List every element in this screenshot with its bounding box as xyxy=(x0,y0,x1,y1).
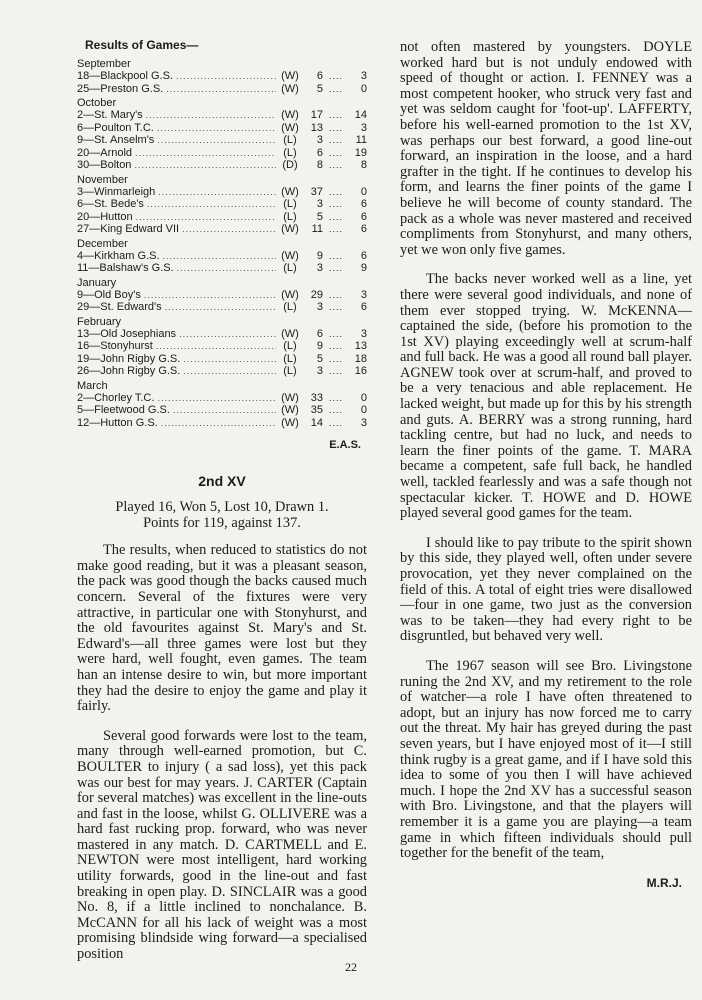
leader-dots xyxy=(135,147,276,160)
result-code: (L) xyxy=(283,198,297,210)
score-separator: .... xyxy=(328,122,343,133)
opponent: 30—Bolton xyxy=(77,159,132,171)
opponent: 9—Old Boy's xyxy=(77,288,141,301)
score-separator: .... xyxy=(328,302,343,312)
points-for: 3 xyxy=(316,301,323,313)
leader-dots xyxy=(176,70,276,83)
opponent: 27—King Edward VII xyxy=(77,223,180,235)
points-for: 9 xyxy=(316,249,323,262)
opponent: 6—Poulton T.C. xyxy=(77,121,154,134)
leader-dots xyxy=(182,223,276,236)
result-row xyxy=(77,392,367,405)
leader-dots xyxy=(179,328,276,341)
score-separator: .... xyxy=(328,83,343,94)
points-for: 5 xyxy=(316,210,323,223)
summary-line-2: Points for 119, against 137. xyxy=(143,514,301,531)
left-column xyxy=(77,38,367,977)
points-for: 17 xyxy=(310,109,323,121)
points-for: 9 xyxy=(316,340,323,352)
points-against: 9 xyxy=(360,262,367,274)
opponent: 20—Arnold xyxy=(77,146,133,159)
month-heading: January xyxy=(77,276,117,289)
leader-dots xyxy=(157,122,276,135)
score-separator: .... xyxy=(328,328,343,339)
result-row xyxy=(77,353,367,366)
result-code: (W) xyxy=(281,223,299,235)
points-for: 5 xyxy=(316,82,323,95)
score-separator: .... xyxy=(328,110,343,120)
points-against: 3 xyxy=(360,327,367,340)
results-signature: E.A.S. xyxy=(329,439,361,451)
score-separator: .... xyxy=(328,405,343,415)
result-row xyxy=(77,289,367,302)
leader-dots xyxy=(158,186,276,199)
opponent: 4—Kirkham G.S. xyxy=(77,249,160,262)
opponent: 2—Chorley T.C. xyxy=(77,391,155,404)
result-code: (W) xyxy=(281,249,299,262)
points-for: 35 xyxy=(310,404,323,416)
opponent: 29—St. Edward's xyxy=(77,301,162,313)
right-column xyxy=(400,40,692,890)
result-row xyxy=(77,159,367,172)
score-separator: .... xyxy=(328,263,343,273)
opponent: 19—John Rigby G.S. xyxy=(77,352,181,365)
leader-dots xyxy=(173,404,276,417)
score-separator: .... xyxy=(328,289,343,300)
points-against: 0 xyxy=(360,404,367,416)
results-list xyxy=(77,58,367,429)
points-for: 6 xyxy=(316,327,323,340)
right-paragraph-2: The backs never worked well as a line, yet there were several good individuals, and none of them ever stopped trying. W. McKENNA—captained the side, (before his promotion to the 1st XV) playing exceedingly well at scrum-half and full back. He was a good all round ball player. AGNEW took over at scrum-half, and proved to be a very tenacious and able replacement. He lacked weight, but made up for this by his strength and guts. A. BERRY was a strong running, hard tackling centre, but had no luck, and needs to learn the finer points of the game. T. MARA became a competent, safe full back, he handled well, tackled fearlessly and was a safe though not spectacular kicker. T. HOWE and D. HOWE played several good games for the team. xyxy=(400,271,692,522)
result-code: (W) xyxy=(281,416,299,429)
result-row xyxy=(77,365,367,378)
score-separator: .... xyxy=(328,211,343,222)
result-row xyxy=(77,404,367,417)
result-code: (W) xyxy=(281,391,299,404)
points-against: 6 xyxy=(360,249,367,262)
leader-dots xyxy=(183,365,276,378)
score-separator: .... xyxy=(328,160,343,170)
result-code: (W) xyxy=(281,109,299,121)
month-heading: February xyxy=(77,315,122,328)
points-against: 0 xyxy=(360,185,367,198)
points-against: 3 xyxy=(360,121,367,134)
points-for: 3 xyxy=(316,134,323,146)
points-against: 6 xyxy=(360,210,367,223)
points-against: 0 xyxy=(360,391,367,404)
points-for: 33 xyxy=(310,391,323,404)
opponent: 9—St. Anselm's xyxy=(77,134,155,146)
month-heading: October xyxy=(77,97,117,109)
leader-dots xyxy=(165,301,276,314)
points-against: 6 xyxy=(360,223,367,235)
leader-dots xyxy=(163,250,276,263)
score-separator: .... xyxy=(328,224,343,234)
points-against: 6 xyxy=(360,198,367,210)
result-row xyxy=(77,301,367,314)
section-title: 2nd XV xyxy=(198,473,246,489)
points-for: 37 xyxy=(310,185,323,198)
opponent: 3—Winmarleigh xyxy=(77,185,156,198)
score-separator: .... xyxy=(328,147,343,158)
score-separator: .... xyxy=(328,250,343,261)
points-for: 3 xyxy=(316,262,323,274)
leader-dots xyxy=(136,211,276,224)
opponent: 12—Hutton G.S. xyxy=(77,416,158,429)
result-row xyxy=(77,83,367,96)
left-paragraph-1: The results, when reduced to statistics do not make good reading, but it was a pleasant season, the pack was good though the backs caused much concern. Several of the fixtures were very attractive, in particular one with Stonyhurst, and the old favourites against St. Mary's and St. Edward's—all three games were lost but they were hard, well fought, even games. The team han an intense desire to win, but more important they had the desire to enjoy the game and play it fairly. xyxy=(77,542,367,715)
opponent: 5—Fleetwood G.S. xyxy=(77,404,170,416)
leader-dots xyxy=(161,417,276,430)
opponent: 18—Blackpool G.S. xyxy=(77,70,173,82)
points-for: 8 xyxy=(316,159,323,171)
result-code: (D) xyxy=(282,159,298,171)
result-row xyxy=(77,250,367,263)
result-row xyxy=(77,417,367,430)
opponent: 26—John Rigby G.S. xyxy=(77,365,181,377)
left-paragraph-2: Several good forwards were lost to the team, many through well-earned promotion, but C. BOULTER to injury ( a sad loss), yet this pack was our best for may years. J. CARTER (Captain for several matches) was excellent in the line-outs and fast in the loose, whilst G. OLLIVERE was a hard fast rucking prop. forward, who was never mastered in any match. D. CARTMELL and E. NEWTON were most intelligent, hard working utility forwards, good in the line-out and fast breaking in open play. D. SINCLAIR was a good No. 8, if a little inclined to nonchalance. B. McCANN for all his lack of weight was a most promising blindside wing forward—a specialised position xyxy=(77,727,367,963)
points-for: 5 xyxy=(316,352,323,365)
leader-dots xyxy=(177,262,276,275)
result-code: (L) xyxy=(283,352,297,365)
result-code: (L) xyxy=(283,134,297,146)
points-for: 6 xyxy=(316,70,323,82)
result-code: (L) xyxy=(283,340,297,352)
page-number: 22 xyxy=(345,960,357,974)
points-for: 3 xyxy=(316,365,323,377)
opponent: 25—Preston G.S. xyxy=(77,82,164,95)
score-separator: .... xyxy=(328,341,343,351)
result-code: (W) xyxy=(281,288,299,301)
result-row xyxy=(77,134,367,147)
month-heading: November xyxy=(77,173,128,186)
points-for: 6 xyxy=(316,146,323,159)
points-against: 6 xyxy=(360,301,367,313)
results-title: Results of Games— xyxy=(85,38,199,52)
result-row xyxy=(77,186,367,199)
result-row xyxy=(77,70,367,83)
score-separator: .... xyxy=(328,366,343,376)
leader-dots xyxy=(146,109,276,122)
leader-dots xyxy=(166,83,276,96)
result-code: (L) xyxy=(283,365,297,377)
leader-dots xyxy=(134,159,276,172)
opponent: 16—Stonyhurst xyxy=(77,340,153,352)
points-for: 11 xyxy=(311,223,323,235)
points-against: 3 xyxy=(360,416,367,429)
result-code: (L) xyxy=(283,146,297,159)
score-separator: .... xyxy=(328,392,343,403)
right-paragraph-1: not often mastered by youngsters. DOYLE worked hard but is not unduly endowed with speed of thought or action. I. FENNEY was a most competent hooker, who struck very fast and yet was seldom caught for 'foot-up'. LAFFERTY, before his well-earned promotion to the 1st XV, was perhaps our best forward, a good line-out forward, an inspiration in the loose, and a hard grafter in the tight. If he continues to develop his form, and learns the finer points of the game I believe he will become of county standard. The pack as a whole was never mastered and received compliments from Stonyhurst, and many others, yet we won only five games. xyxy=(400,39,692,258)
right-paragraph-3: I should like to pay tribute to the spirit shown by this side, they played well, often under severe provocation, yet they never complained on the field of this. A total of eight tries were disallowed—four in one game, two just as the conversion was to be taken—they had every right to be disgruntled, but behaved very well. xyxy=(400,534,692,645)
result-row xyxy=(77,340,367,353)
points-against: 11 xyxy=(355,134,367,146)
article-signature: M.R.J. xyxy=(646,875,682,890)
result-code: (L) xyxy=(283,301,297,313)
season-summary xyxy=(77,500,367,531)
score-separator: .... xyxy=(328,186,343,197)
points-against: 13 xyxy=(354,340,367,352)
points-for: 13 xyxy=(310,121,323,134)
result-row xyxy=(77,211,367,224)
points-against: 19 xyxy=(354,146,367,159)
score-separator: .... xyxy=(328,199,343,209)
leader-dots xyxy=(147,198,276,211)
points-against: 18 xyxy=(354,352,367,365)
month-heading: September xyxy=(77,58,131,70)
score-separator: .... xyxy=(328,417,343,428)
points-for: 29 xyxy=(310,288,323,301)
summary-line-1: Played 16, Won 5, Lost 10, Drawn 1. xyxy=(115,499,329,515)
result-row xyxy=(77,223,367,236)
result-code: (W) xyxy=(281,404,299,416)
points-for: 14 xyxy=(310,416,323,429)
result-code: (W) xyxy=(281,185,299,198)
opponent: 11—Balshaw's G.S. xyxy=(77,262,174,274)
opponent: 2—St. Mary's xyxy=(77,109,143,121)
score-separator: .... xyxy=(328,353,343,364)
leader-dots xyxy=(157,134,276,147)
result-code: (W) xyxy=(281,327,299,340)
points-against: 3 xyxy=(360,288,367,301)
result-code: (L) xyxy=(283,210,297,223)
month-heading: March xyxy=(77,379,108,392)
result-code: (W) xyxy=(281,82,299,95)
result-row xyxy=(77,262,367,275)
points-against: 0 xyxy=(360,82,367,95)
opponent: 20—Hutton xyxy=(77,210,133,223)
points-against: 3 xyxy=(360,70,367,82)
result-code: (W) xyxy=(281,121,299,134)
points-for: 3 xyxy=(316,198,323,210)
points-against: 8 xyxy=(360,159,367,171)
result-row xyxy=(77,122,367,135)
result-row xyxy=(77,328,367,341)
score-separator: .... xyxy=(328,71,343,81)
result-code: (W) xyxy=(281,70,299,82)
right-paragraph-4: The 1967 season will see Bro. Livingstone runing the 2nd XV, and my retirement to the role of watcher—a role I have often threatened to adopt, but an injury has now forced me to carry out the threat. My hair has greyed during the past seven years, but I have enjoyed most of it—I still think rugby is a great game, and if I have sold this idea to some of you then I will have achieved much. I hope the 2nd XV has a successful season with Bro. Livingstone, and that the players will remember it is a game you are playing—a team game in which fifteen individuals should pull together for the benefit of the team, xyxy=(400,657,692,862)
points-against: 14 xyxy=(354,109,367,121)
opponent: 13—Old Josephians xyxy=(77,327,177,340)
leader-dots xyxy=(157,392,276,405)
score-separator: .... xyxy=(328,135,343,145)
points-against: 16 xyxy=(354,365,367,377)
leader-dots xyxy=(183,353,276,366)
month-heading: December xyxy=(77,237,128,250)
result-row xyxy=(77,198,367,211)
leader-dots xyxy=(144,289,276,302)
opponent: 6—St. Bede's xyxy=(77,198,144,210)
result-row xyxy=(77,147,367,160)
result-row xyxy=(77,109,367,122)
result-code: (L) xyxy=(283,262,297,274)
leader-dots xyxy=(156,340,276,353)
